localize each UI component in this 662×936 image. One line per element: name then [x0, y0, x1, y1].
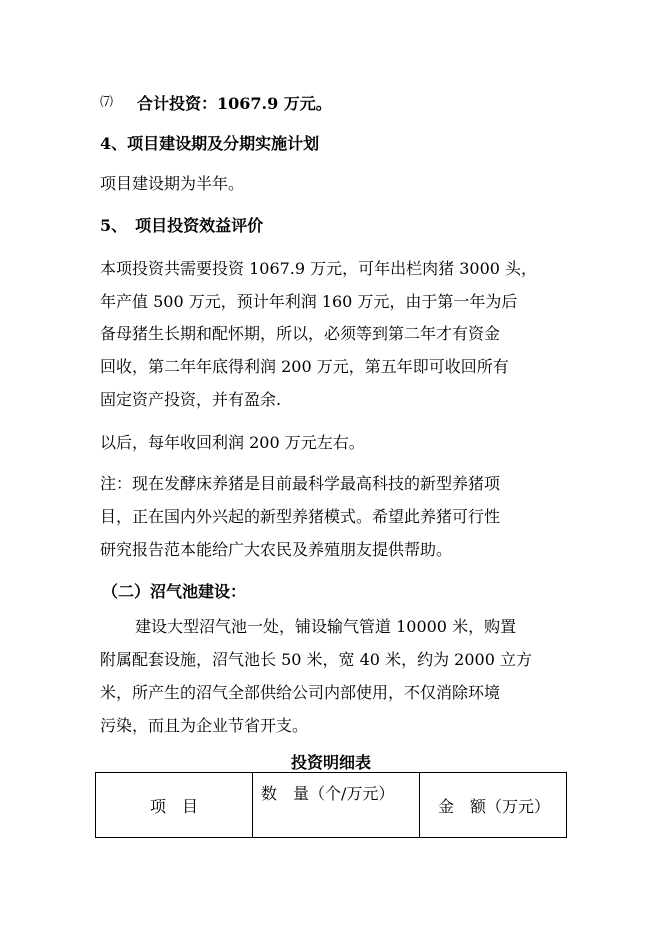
note-line: 注：现在发酵床养猪是目前最科学最高科技的新型养猪项 [100, 474, 501, 493]
section5-para2: 以后，每年收回利润 200 万元左右。 [100, 433, 365, 452]
table-caption: 投资明细表 [290, 753, 371, 772]
note-line: 研究报告范本能给广大农民及养殖朋友提供帮助。 [100, 540, 453, 559]
section5-para1-line: 回收，第二年年底得利润 200 万元，第五年即可收回所有 [100, 357, 509, 376]
item-index: ⑺ [100, 95, 114, 110]
section5-para1-line: 备母猪生长期和配怀期，所以，必须等到第二年才有资金 [100, 324, 501, 343]
header-cell-quantity [253, 773, 420, 838]
biogas-para-line: 附属配套设施，沼气池长 50 米，宽 40 米，约为 2000 立方 [100, 650, 532, 669]
note-line: 目，正在国内外兴起的新型养猪模式。希望此养猪可行性 [100, 507, 501, 526]
section5-heading: 5、 项目投资效益评价 [100, 216, 264, 235]
header-item-label: 项 目 [149, 796, 198, 816]
biogas-para-line: 建设大型沼气池一处，铺设输气管道 10000 米，购置 [135, 617, 517, 636]
investment-table [95, 772, 567, 838]
section5-para1-line: 固定资产投资，并有盈余. [100, 390, 282, 409]
biogas-heading: （二）沼气池建设： [102, 582, 247, 601]
total-investment: 合计投资：1067.9 万元。 [137, 94, 332, 113]
header-quantity-label: 数 量（个/万元） [261, 784, 395, 803]
section4-text: 项目建设期为半年。 [100, 174, 245, 193]
table-header-row [96, 773, 567, 838]
biogas-para-line: 污染，而且为企业节省开支。 [100, 716, 309, 735]
header-cell-item [96, 773, 253, 838]
header-amount-label: 金 额（万元） [438, 796, 551, 816]
section5-para1-line: 年产值 500 万元，预计年利润 160 万元，由于第一年为后 [100, 292, 518, 311]
header-cell-amount [420, 773, 567, 838]
section4-heading: 4、项目建设期及分期实施计划 [100, 134, 320, 153]
section5-para1-line: 本项投资共需要投资 1067.9 万元，可年出栏肉猪 3000 头， [100, 259, 538, 278]
biogas-para-line: 米，所产生的沼气全部供给公司内部使用，不仅消除环境 [100, 683, 501, 702]
